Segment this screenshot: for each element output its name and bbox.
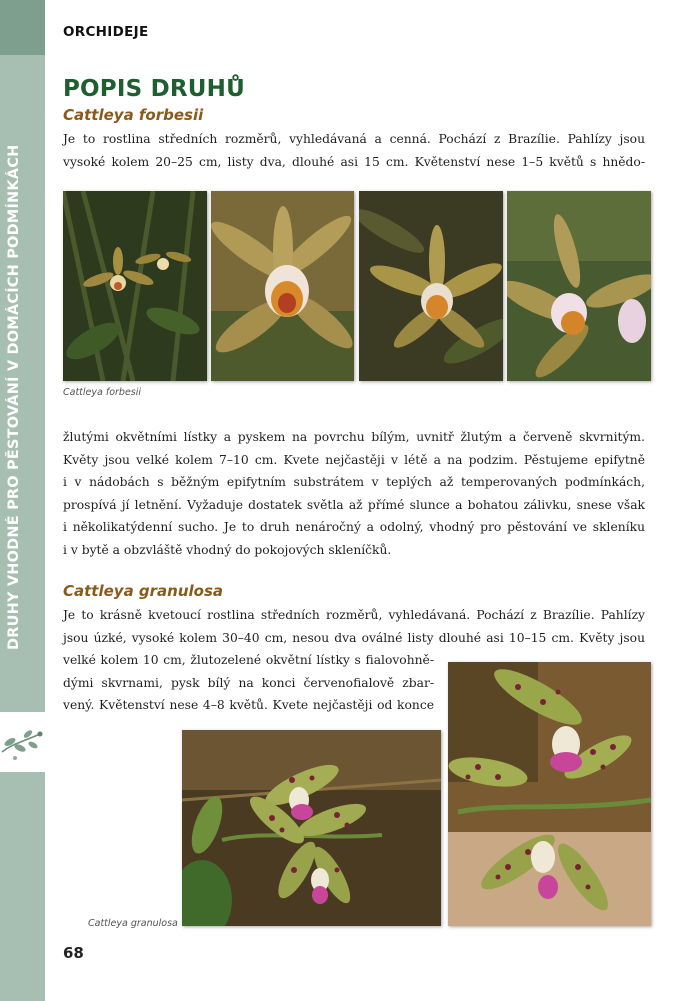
text-line: prospívá jí letnění. Vyžaduje dostatek světla až přímé slunce a bohatou zálivku, snese však: [63, 497, 645, 512]
forbesii-body: [63, 426, 645, 562]
chapter-title: ORCHIDEJE: [63, 24, 149, 40]
species-title-granulosa: Cattleya granulosa: [63, 582, 224, 600]
granulosa-caption: Cattleya granulosa: [88, 918, 178, 929]
text-line: jsou úzké, vysoké kolem 30–40 cm, nesou dva oválné listy dlouhé asi 10–15 cm. Květy jsou: [63, 630, 645, 645]
page-number: 68: [63, 944, 84, 962]
text-line: vysoké kolem 20–25 cm, listy dva, dlouhé asi 15 cm. Květenství nese 1–5 květů s hnědo-: [63, 154, 645, 169]
forbesii-intro: [63, 128, 645, 173]
forbesii-photo-4: [507, 191, 651, 381]
text-line: i několikatýdenní sucho. Je to druh nenáročný a odolný, vhodný pro pěstování ve skleníku: [63, 520, 645, 535]
text-line: vený. Květenství nese 4–8 květů. Kvete nejčastěji od konce: [63, 698, 434, 713]
page-heading: POPIS DRUHŮ: [63, 76, 245, 102]
text-line: i v nádobách s běžným epifytním substrátem v teplých až temperovaných podmínkách,: [63, 475, 645, 490]
granulosa-photo-right: [448, 662, 651, 926]
text-line: žlutými okvětními lístky a pyskem na povrchu bílým, uvnitř žlutým a červeně skvrnitým.: [63, 430, 645, 444]
forbesii-photo-2: [211, 191, 354, 381]
text-line: i v bytě a obzvláště vhodný do pokojových skleníčků.: [63, 542, 392, 557]
orchid-sprig-icon: [0, 712, 45, 770]
text-line: Je to krásně kvetoucí rostlina středních rozměrů, vyhledávaná. Pochází z Brazílie. Pahlízy: [63, 608, 645, 622]
forbesii-caption: Cattleya forbesii: [63, 387, 142, 398]
text-line: Květy jsou velké kolem 7–10 cm. Kvete nejčastěji v létě a na podzim. Pěstujeme epifytně: [63, 452, 645, 467]
forbesii-photo-1: [63, 191, 207, 381]
text-line: Je to rostlina středních rozměrů, vyhledávaná a cenná. Pochází z Brazílie. Pahlízy jsou: [63, 132, 645, 146]
granulosa-photo-left: [182, 730, 441, 926]
granulosa-body: [63, 649, 434, 717]
sidebar-top-block: [0, 0, 45, 55]
forbesii-photo-3: [359, 191, 503, 381]
granulosa-intro: [63, 604, 645, 649]
species-title-forbesii: Cattleya forbesii: [63, 106, 204, 124]
text-line: velké kolem 10 cm, žlutozelené okvětní lístky s fialovohně-: [63, 653, 434, 667]
text-line: dými skvrnami, pysk bílý na konci červenofialově zbar-: [63, 675, 434, 690]
sidebar-title: DRUHY VHODNÉ PRO PĚSTOVÁNÍ V DOMÁCÍCH PODMÍNKÁCH: [6, 144, 22, 650]
